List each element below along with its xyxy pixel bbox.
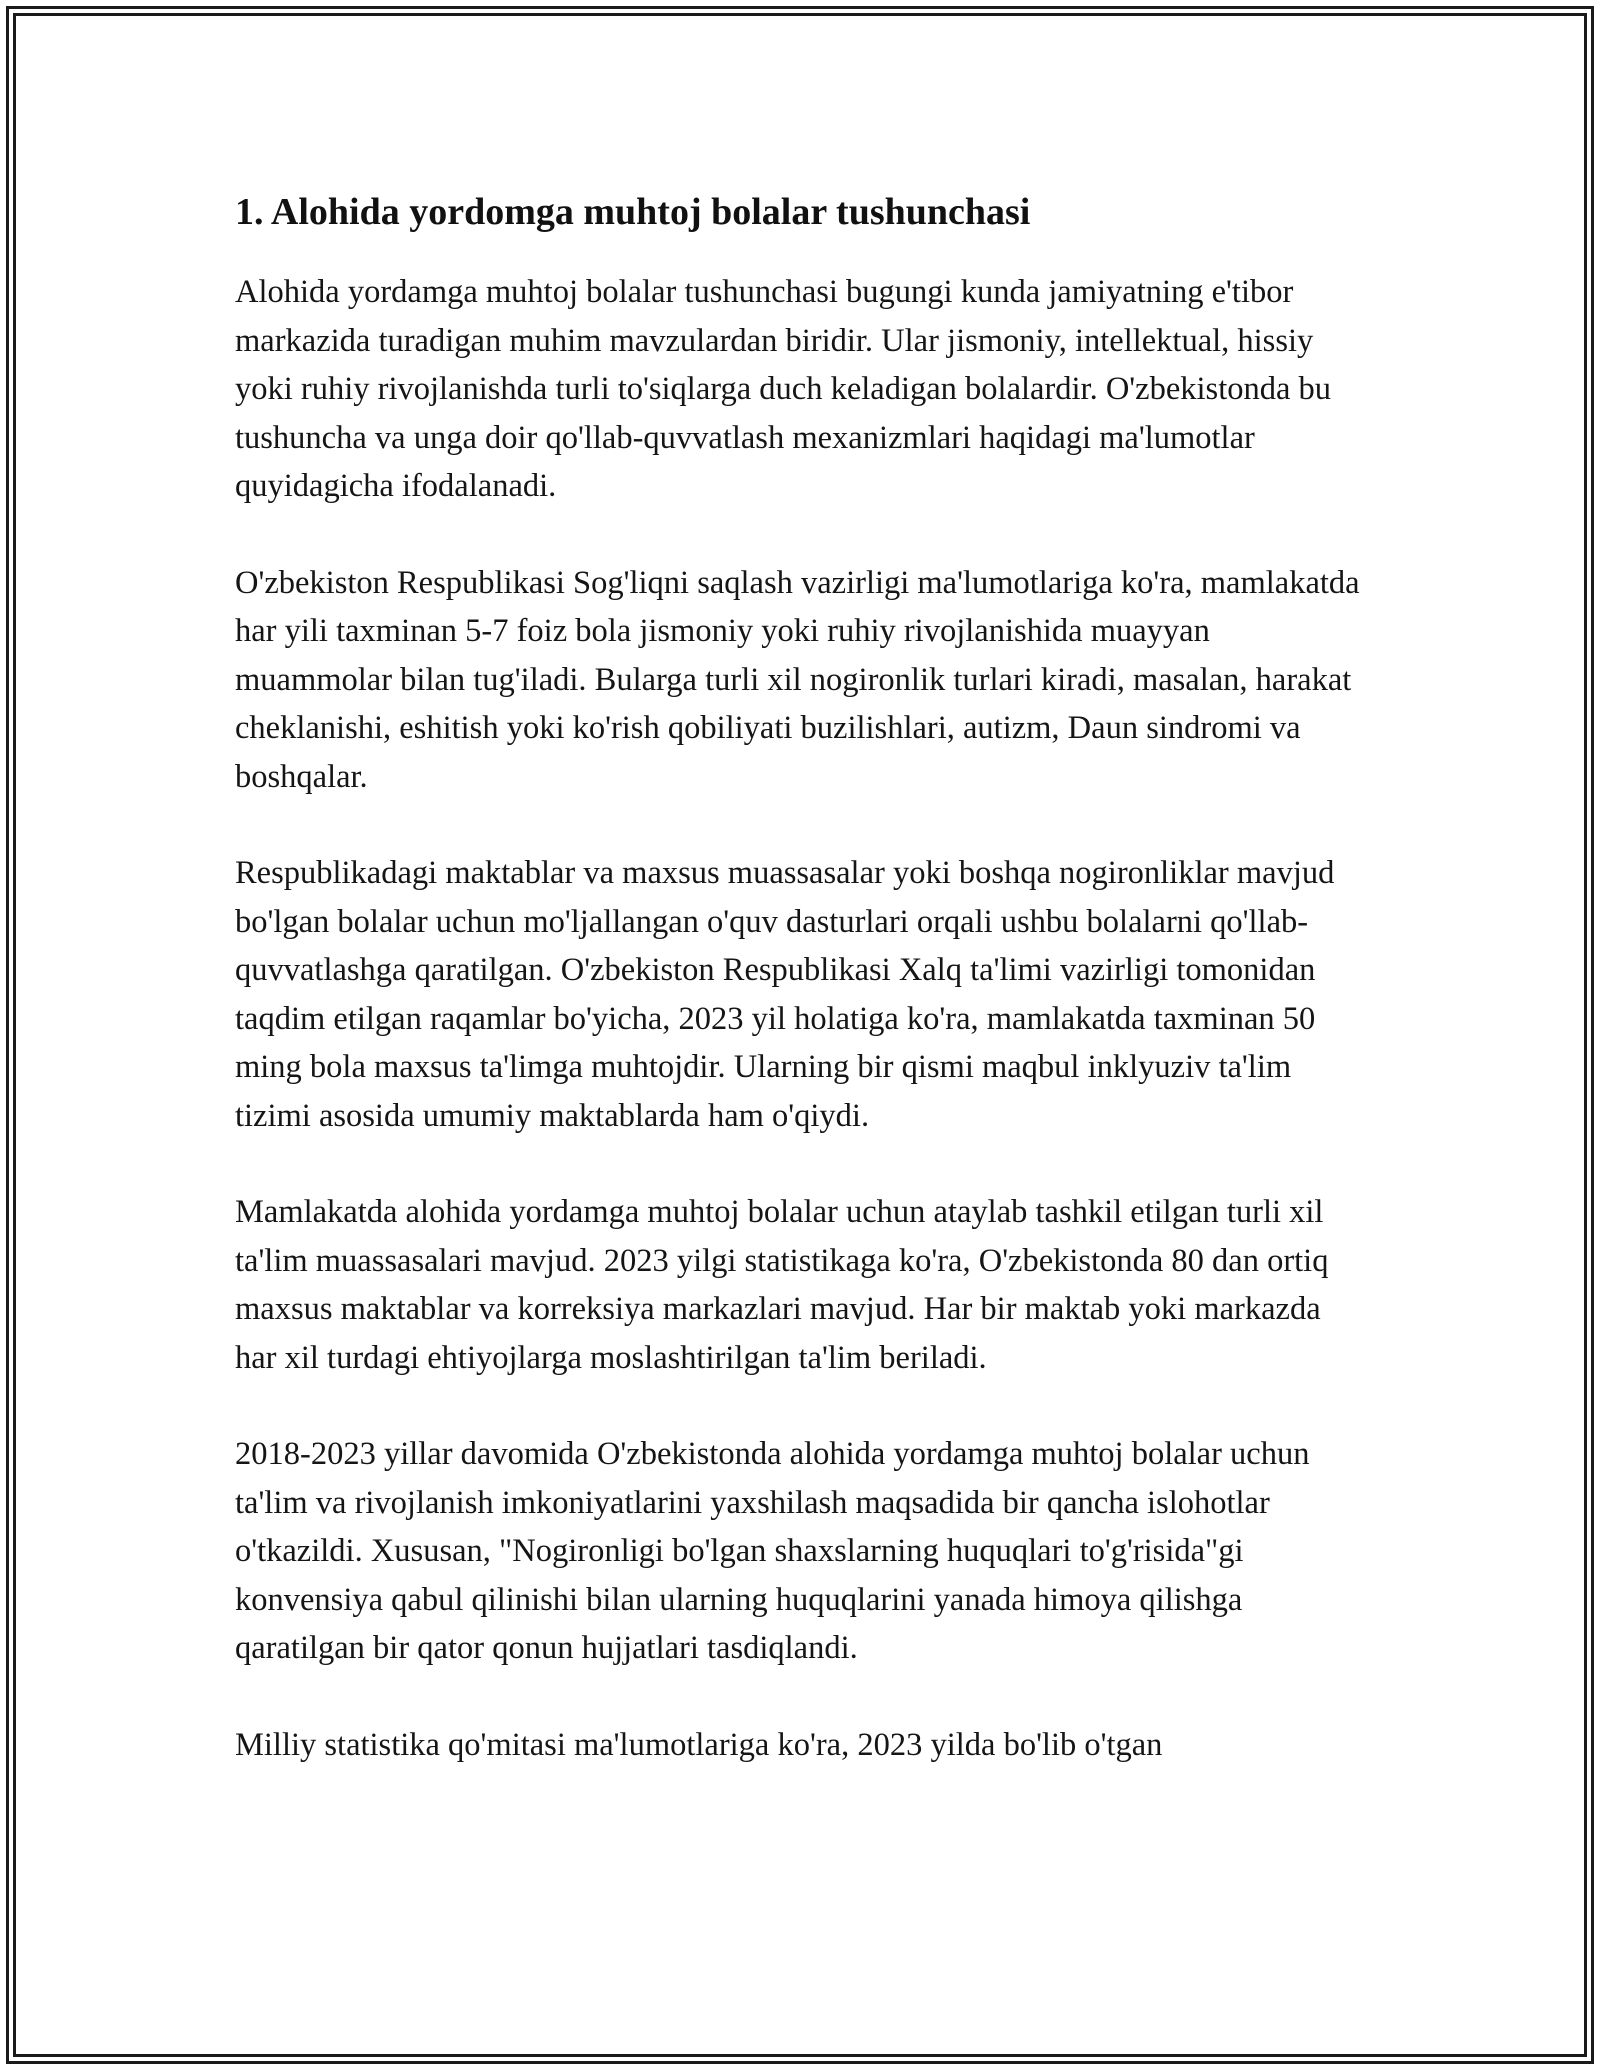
paragraph-6: Milliy statistika qo'mitasi ma'lumotlariga ko'ra, 2023 yilda bo'lib o'tgan [235,1726,1163,1763]
paragraph-4: Mamlakatda alohida yordamga muhtoj bolalar uchun ataylab tashkil etilgan turli xil ta'lim muassasalari mavjud. 2023 yilgi statistikaga ko'ra, O'zbekistonda 80 dan ortiq maxsus maktablar va korreksiya markazlari mavjud. Har bir maktab yoki markazda har xil turdagi ehtiyojlarga moslashtirilgan ta'lim beriladi. [235,1194,1329,1376]
document-body [235,186,1365,1817]
paragraph-5: 2018-2023 yillar davomida O'zbekistonda alohida yordamga muhtoj bolalar uchun ta'lim va rivojlanish imkoniyatlarini yaxshilash maqsadida bir qancha islohotlar o'tkazildi. Xususan, "Nogironligi bo'lgan shaxslarning huquqlari to'g'risida"gi konvensiya qabul qilinishi bilan ularning huquqlarini yanada himoya qilishga qaratilgan bir qator qonun hujjatlari tasdiqlandi. [235,1436,1310,1666]
paragraph-3: Respublikadagi maktablar va maxsus muassasalar yoki boshqa nogironliklar mavjud bo'lgan bolalar uchun mo'ljallangan o'quv dasturlari orqali ushbu bolalarni qo'llab-quvvatlashga qaratilgan. O'zbekiston Respublikasi Xalq ta'limi vazirligi tomonidan taqdim etilgan raqamlar bo'yicha, 2023 yil holatiga ko'ra, mamlakatda taxminan 50 ming bola maxsus ta'limga muhtojdir. Ularning bir qismi maqbul inklyuziv ta'lim tizimi asosida umumiy maktablarda ham o'qiydi. [235,855,1335,1134]
paragraph-1: Alohida yordamga muhtoj bolalar tushunchasi bugungi kunda jamiyatning e'tibor markazida turadigan muhim mavzulardan biridir. Ular jismoniy, intellektual, hissiy yoki ruhiy rivojlanishda turli to'siqlarga duch keladigan bolalardir. O'zbekistonda bu tushuncha va unga doir qo'llab-quvvatlash mexanizmlari haqidagi ma'lumotlar quyidagicha ifodalanadi. [235,274,1332,504]
section-heading: 1. Alohida yordomga muhtoj bolalar tushunchasi [235,191,1031,233]
paragraph-2: O'zbekiston Respublikasi Sog'liqni saqlash vazirligi ma'lumotlariga ko'ra, mamlakatda har yili taxminan 5-7 foiz bola jismoniy yoki ruhiy rivojlanishida muayyan muammolar bilan tug'iladi. Bularga turli xil nogironlik turlari kiradi, masalan, harakat cheklanishi, eshitish yoki ko'rish qobiliyati buzilishlari, autizm, Daun sindromi va boshqalar. [235,564,1360,795]
